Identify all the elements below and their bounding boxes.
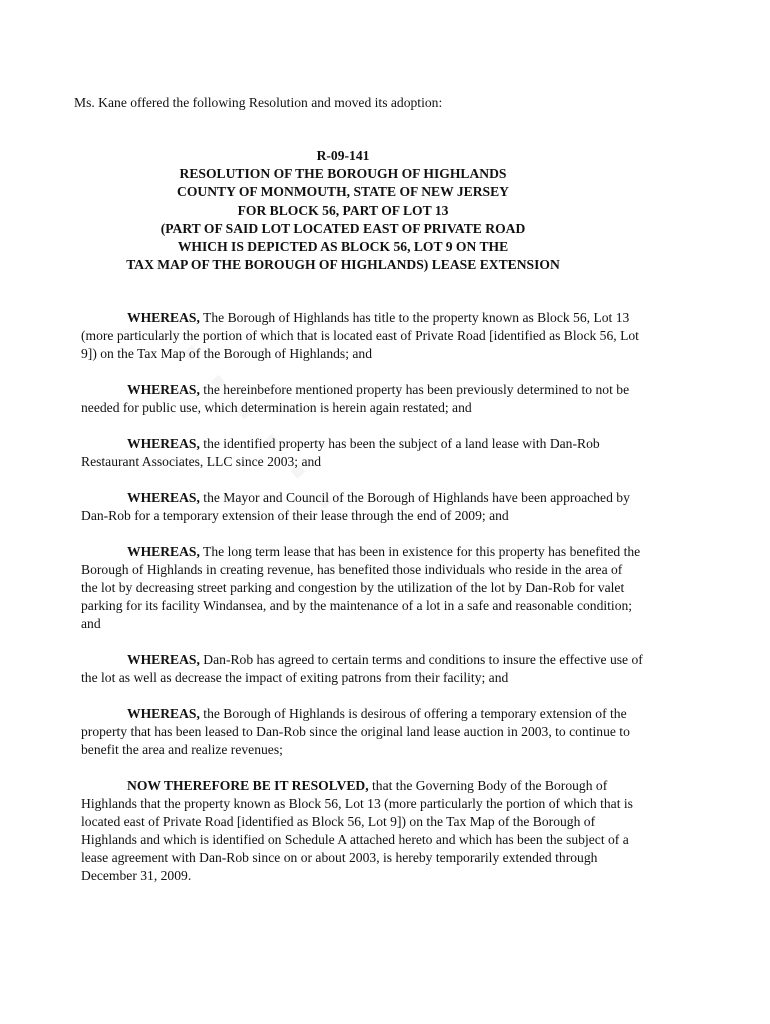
paragraph-line: the lot as well as decrease the impact of exiting patrons from their facility; and [81,670,509,685]
paragraph-line: Highlands and which is identified on Schedule A attached hereto and which has been the subject of a [81,832,629,847]
paragraph-line: Dan-Rob for a temporary extension of their lease through the end of 2009; and [81,508,509,523]
heading-line: TAX MAP OF THE BOROUGH OF HIGHLANDS) LEASE EXTENSION [126,257,560,273]
paragraph-line: and [81,616,101,631]
paragraph-lead: WHEREAS, [127,310,200,325]
heading-line: WHICH IS DEPICTED AS BLOCK 56, LOT 9 ON THE [177,239,509,255]
paragraph-line: Restaurant Associates, LLC since 2003; and [81,454,322,469]
paragraph-line: needed for public use, which determination is herein again restated; and [81,400,472,415]
paragraph-line: WHEREAS, Dan-Rob has agreed to certain terms and conditions to insure the effective use of [127,652,643,667]
resolution-number: R-09-141 [316,148,370,163]
paragraph-line: WHEREAS, the hereinbefore mentioned property has been previously determined to not be [127,382,630,397]
resolution-body [81,309,705,885]
whereas-paragraph [81,309,705,363]
paragraph-line: December 31, 2009. [81,868,192,883]
intro-line: Ms. Kane offered the following Resolution and moved its adoption: [74,95,443,110]
paragraph-lead: NOW THEREFORE BE IT RESOLVED, [127,778,369,793]
paragraph-line: (more particularly the portion of which that is located east of Private Road [identified as Block 56, Lot [81,328,639,343]
paragraph-lead: WHEREAS, [127,652,200,667]
paragraph-line: property that has been leased to Dan-Rob since the original land lease auction in 2003, to continue to [81,724,630,739]
whereas-paragraph [81,705,705,759]
paragraph-line: WHEREAS, the identified property has been the subject of a land lease with Dan-Rob [127,436,600,451]
paragraph-line: benefit the area and realize revenues; [81,742,283,757]
paragraph-line: located east of Private Road [identified as Block 56, Lot 9]) on the Tax Map of the Borough of [81,814,596,829]
resolved-paragraph [81,777,705,885]
paragraph-line: parking for its facility Windansea, and by the maintenance of a lot in a safe and reasonable condition; [81,598,633,613]
paragraph-line: lease agreement with Dan-Rob since on or about 2003, is hereby temporarily extended through [81,850,598,865]
whereas-paragraph [81,381,705,417]
paragraph-line: Highlands that the property known as Block 56, Lot 13 (more particularly the portion of which that is [81,796,633,811]
heading-line: FOR BLOCK 56, PART OF LOT 13 [237,202,449,218]
paragraph-line: WHEREAS, the Borough of Highlands is desirous of offering a temporary extension of the [127,706,627,721]
resolution-heading [0,147,686,274]
paragraph-line: Borough of Highlands in creating revenue, has benefited those individuals who reside in the area of [81,562,623,577]
paragraph-line: WHEREAS, The Borough of Highlands has title to the property known as Block 56, Lot 13 [127,310,630,325]
heading-line: COUNTY OF MONMOUTH, STATE OF NEW JERSEY [177,184,509,200]
whereas-paragraph [81,435,705,471]
whereas-paragraph [81,651,705,687]
whereas-paragraph [81,543,705,633]
paragraph-lead: WHEREAS, [127,490,200,505]
paragraph-line: WHEREAS, The long term lease that has been in existence for this property has benefited the [127,544,641,559]
heading-line: (PART OF SAID LOT LOCATED EAST OF PRIVATE ROAD [160,220,526,236]
paragraph-lead: WHEREAS, [127,706,200,721]
paragraph-line: NOW THEREFORE BE IT RESOLVED, that the Governing Body of the Borough of [127,778,608,793]
paragraph-lead: WHEREAS, [127,436,200,451]
paragraph-line: WHEREAS, the Mayor and Council of the Borough of Highlands have been approached by [127,490,630,505]
paragraph-line: 9]) on the Tax Map of the Borough of Highlands; and [81,346,373,361]
paragraph-lead: WHEREAS, [127,544,200,559]
heading-line: RESOLUTION OF THE BOROUGH OF HIGHLANDS [179,166,507,182]
whereas-paragraph [81,489,705,525]
paragraph-lead: WHEREAS, [127,382,200,397]
paragraph-line: the lot by decreasing street parking and congestion by the utilization of the lot by Dan-Rob for valet [81,580,625,595]
